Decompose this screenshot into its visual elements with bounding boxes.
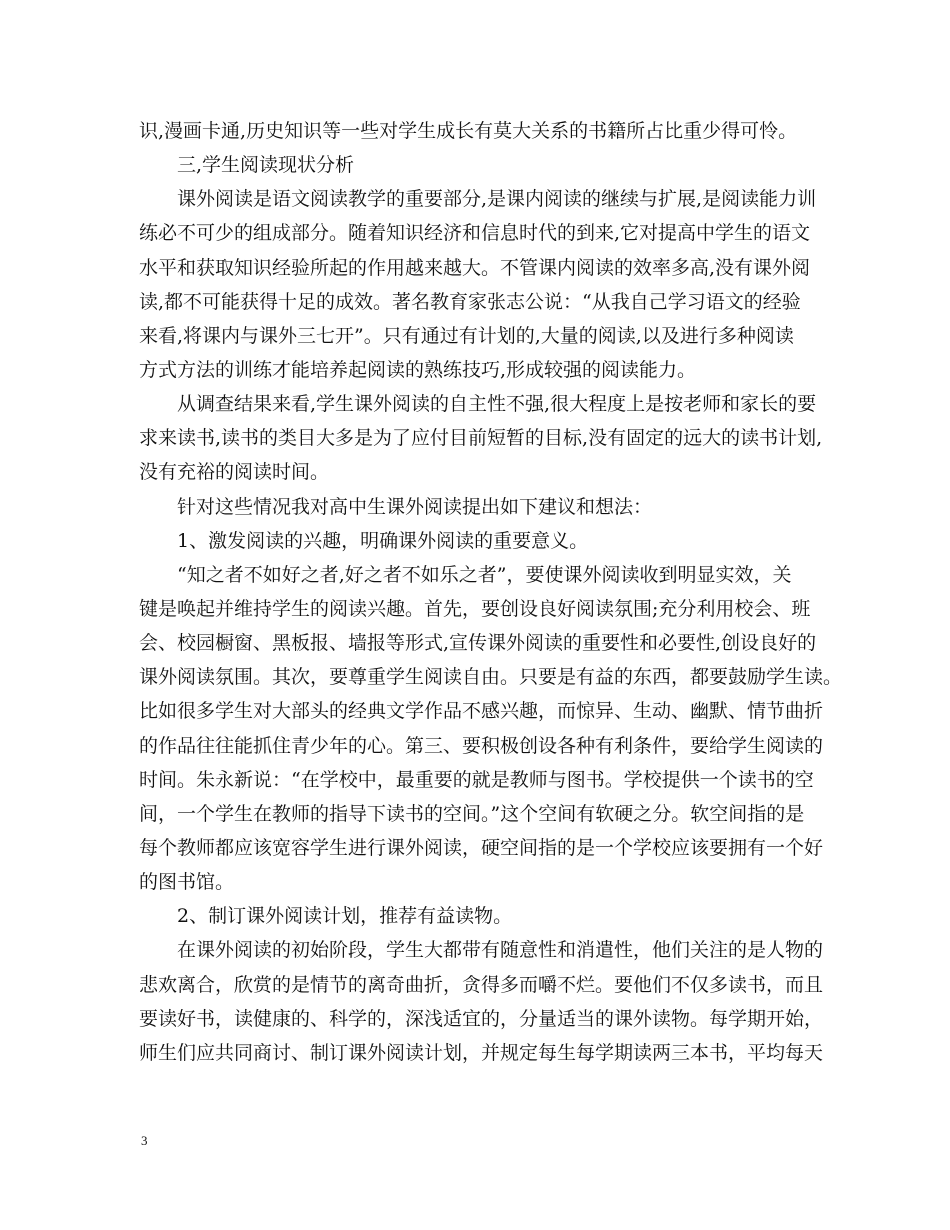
text-line: 师生们应共同商讨、制订课外阅读计划，并规定每生每学期读两三本书，平均每天 [139, 1041, 824, 1064]
text-line: 键是唤起并维持学生的阅读兴趣。首先，要创设良好阅读氛围;充分利用校会、班 [139, 597, 811, 620]
text-line: 要读好书，读健康的、科学的，深浅适宜的，分量适当的课外读物。每学期开始， [139, 1007, 824, 1030]
text-line: 练必不可少的组成部分。随着知识经济和信息时代的到来,它对提高中学生的语文 [139, 222, 811, 245]
text-line: 比如很多学生对大部头的经典文学作品不感兴趣，而惊异、生动、幽默、情节曲折 [139, 700, 824, 723]
text-line: 2、制订课外阅读计划，推荐有益读物。 [177, 905, 513, 928]
text-line: 的图书馆。 [139, 871, 235, 894]
text-line: 课外阅读氛围。其次，要尊重学生阅读自由。只要是有益的东西，都要鼓励学生读。 [139, 666, 843, 689]
text-line: “知之者不如好之者,好之者不如乐之者”，要使课外阅读收到明显实效，关 [177, 563, 792, 586]
text-line: 时间。朱永新说：“在学校中，最重要的就是教师与图书。学校提供一个读书的空 [139, 768, 814, 791]
text-line: 1、激发阅读的兴趣，明确课外阅读的重要意义。 [177, 529, 589, 552]
text-line: 悲欢离合，欣赏的是情节的离奇曲折，贪得多而嚼不烂。要他们不仅多读书，而且 [139, 973, 824, 996]
text-line: 的作品往往能抓住青少年的心。第三、要积极创设各种有利条件，要给学生阅读的 [139, 734, 824, 757]
text-line: 方式方法的训练才能培养起阅读的熟练技巧,形成较强的阅读能力。 [139, 358, 697, 381]
page-number: 3 [141, 1133, 148, 1148]
text-line: 从调查结果来看,学生课外阅读的自主性不强,很大程度上是按老师和家长的要 [177, 393, 817, 416]
text-line: 每个教师都应该宽容学生进行课外阅读，硬空间指的是一个学校应该要拥有一个好 [139, 836, 824, 859]
text-line: 会、校园橱窗、黑板报、墙报等形式,宣传课外阅读的重要性和必要性,创设良好的 [139, 632, 817, 655]
text-line: 三,学生阅读现状分析 [177, 154, 355, 177]
text-line: 识,漫画卡通,历史知识等一些对学生成长有莫大关系的书籍所占比重少得可怜。 [139, 120, 798, 142]
text-line: 水平和获取知识经验所起的作用越来越大。不管课内阅读的效率多高,没有课外阅 [139, 256, 811, 279]
document-body [139, 114, 843, 1070]
text-line: 读,都不可能获得十足的成效。著名教育家张志公说：“从我自己学习语文的经验 [139, 290, 801, 313]
text-line: 针对这些情况我对高中生课外阅读提出如下建议和想法： [177, 495, 653, 518]
text-line: 求来读书,读书的类目大多是为了应付目前短暂的目标,没有固定的远大的读书计划, [139, 427, 823, 450]
text-line: 没有充裕的阅读时间。 [139, 461, 330, 484]
text-line: 来看,将课内与课外三七开”。只有通过有计划的,大量的阅读,以及进行多种阅读 [139, 324, 794, 347]
text-line: 在课外阅读的初始阶段，学生大都带有随意性和消遣性，他们关注的是人物的 [177, 939, 824, 962]
text-line: 间，一个学生在教师的指导下读书的空间。”这个空间有软硬之分。软空间指的是 [139, 802, 805, 825]
text-line: 课外阅读是语文阅读教学的重要部分,是课内阅读的继续与扩展,是阅读能力训 [177, 188, 817, 211]
